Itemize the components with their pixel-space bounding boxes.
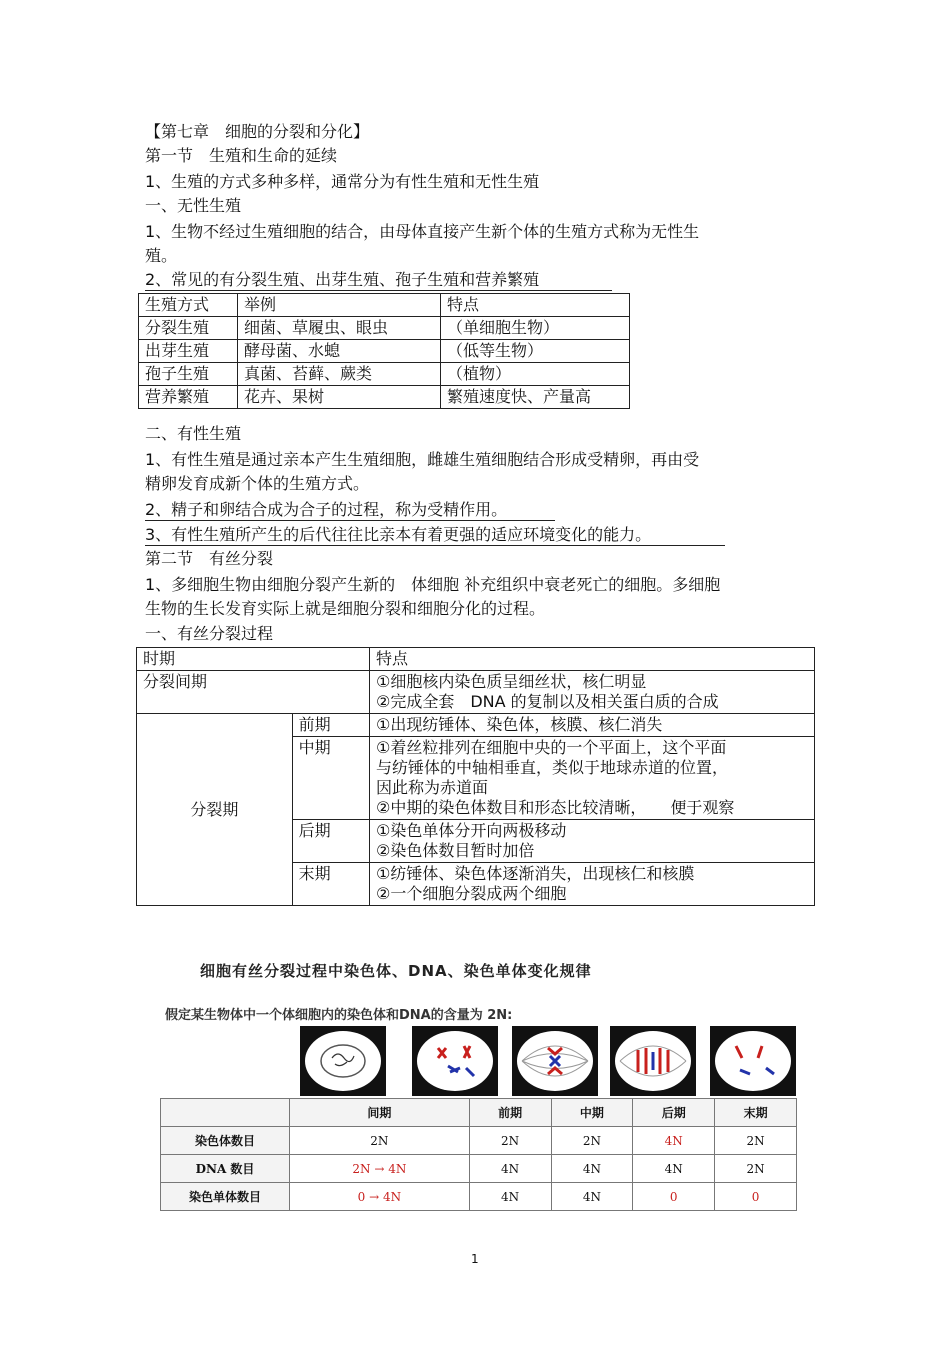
table-row: 营养繁殖 花卉、果树 繁殖速度快、产量高 [139, 386, 630, 409]
table-header: 间期 [290, 1099, 470, 1127]
anaphase-cell-image [610, 1026, 696, 1096]
mitosis-table [136, 647, 815, 906]
table-header: 中期 [551, 1099, 633, 1127]
paragraph: 2、常见的有分裂生殖、出芽生殖、孢子生殖和营养繁殖 [145, 270, 612, 291]
chromosome-count-table [160, 1098, 797, 1211]
page-number: 1 [471, 1252, 479, 1266]
paragraph: 精卵发育成新个体的生殖方式。 [145, 474, 370, 493]
table-row: 分裂期 前期 ①出现纺锤体、染色体，核膜、核仁消失 [137, 714, 815, 737]
mitosis-diagram [160, 960, 800, 1225]
diagram-subtitle: 假定某生物体中一个体细胞内的染色体和DNA的含量为 2N: [165, 1008, 513, 1023]
table-row: 后期 ①染色单体分开向两极移动 ②染色体数目暂时加倍 [137, 820, 815, 863]
subheading: 二、有性生殖 [145, 424, 242, 443]
section-title: 第一节 生殖和生命的延续 [145, 146, 338, 165]
table-row: 末期 ①纺锤体、染色体逐渐消失，出现核仁和核膜 ②一个细胞分裂成两个细胞 [137, 863, 815, 906]
table-header: 特点 [441, 294, 630, 317]
table-row: 分裂生殖 细菌、草履虫、眼虫 （单细胞生物） [139, 317, 630, 340]
table-header: 举例 [238, 294, 441, 317]
paragraph: 2、精子和卵结合成为合子的过程，称为受精作用。 [145, 500, 555, 521]
chapter-heading: 【第七章 细胞的分裂和分化】 [145, 122, 370, 141]
subheading: 一、无性生殖 [145, 196, 242, 215]
table-row: DNA 数目 2N → 4N 4N 4N 4N 2N [161, 1155, 797, 1183]
interphase-cell-image [300, 1026, 386, 1096]
paragraph: 1、多细胞生物由细胞分裂产生新的 体细胞 补充组织中衰老死亡的细胞。多细胞 [145, 575, 721, 594]
table-row: 中期 ①着丝粒排列在细胞中央的一个平面上，这个平面 与纺锤体的中轴相垂直，类似于地球赤道的位置， 因此称为赤道面 ②中期的染色体数目和形态比较清晰， 便于观察 [137, 737, 815, 820]
paragraph: 1、有性生殖是通过亲本产生生殖细胞，雌雄生殖细胞结合形成受精卵，再由受 [145, 450, 700, 469]
paragraph: 3、有性生殖所产生的后代往往比亲本有着更强的适应环境变化的能力。 [145, 525, 725, 546]
telophase-cell-image [710, 1026, 796, 1096]
table-header: 末期 [715, 1099, 797, 1127]
paragraph: 生物的生长发育实际上就是细胞分裂和细胞分化的过程。 [145, 599, 546, 618]
table-row: 分裂间期 ①细胞核内染色质呈细丝状，核仁明显 ②完成全套 DNA 的复制以及相关蛋白质的合成 [137, 671, 815, 714]
paragraph: 1、生殖的方式多种多样，通常分为有性生殖和无性生殖 [145, 172, 540, 191]
table-header: 时期 [137, 648, 370, 671]
metaphase-cell-image [512, 1026, 598, 1096]
prophase-cell-image [412, 1026, 498, 1096]
table-header: 特点 [370, 648, 815, 671]
diagram-title: 细胞有丝分裂过程中染色体、DNA、染色单体变化规律 [200, 962, 592, 980]
table-header: 生殖方式 [139, 294, 238, 317]
table-header: 前期 [469, 1099, 551, 1127]
subheading: 一、有丝分裂过程 [145, 624, 274, 643]
table-row: 染色单体数目 0 → 4N 4N 4N 0 0 [161, 1183, 797, 1211]
table-row: 出芽生殖 酵母菌、水螅 （低等生物） [139, 340, 630, 363]
table-row: 孢子生殖 真菌、苔藓、蕨类 （植物） [139, 363, 630, 386]
table-row: 染色体数目 2N 2N 2N 4N 2N [161, 1127, 797, 1155]
section-title: 第二节 有丝分裂 [145, 549, 274, 568]
asexual-table [138, 293, 630, 409]
paragraph: 1、生物不经过生殖细胞的结合，由母体直接产生新个体的生殖方式称为无性生 [145, 222, 700, 241]
paragraph: 殖。 [145, 246, 178, 265]
table-header: 后期 [633, 1099, 715, 1127]
